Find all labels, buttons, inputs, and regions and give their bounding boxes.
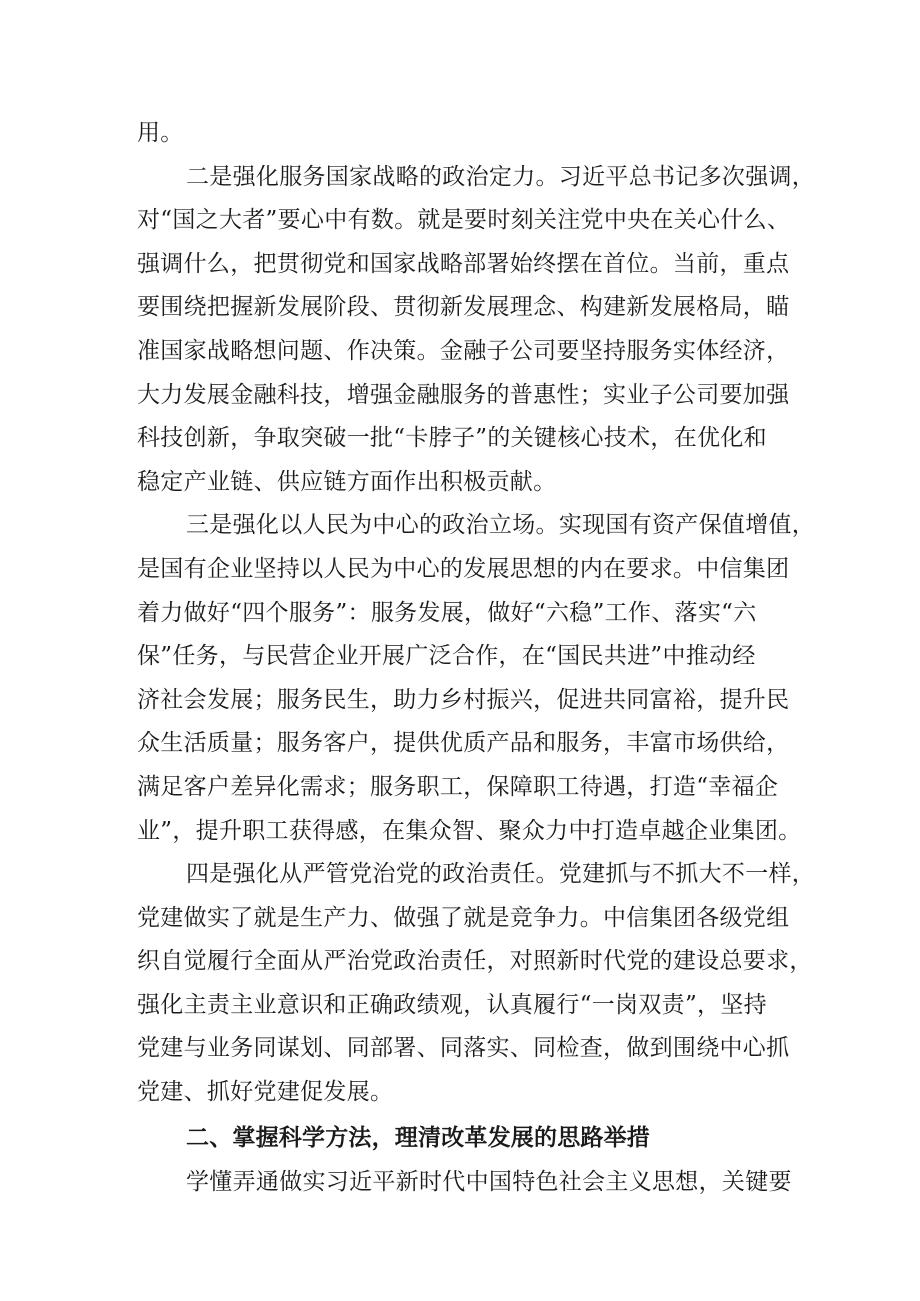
text-line: 织自觉履行全面从严治党政治责任，对照新时代党的建设总要求， <box>137 948 813 975</box>
text-line: 强化主责主业意识和正确政绩观，认真履行“一岗双责”，坚持 <box>137 991 767 1018</box>
section-heading: 二、掌握科学方法，理清改革发展的思路举措 <box>186 1124 650 1151</box>
text-line: 准国家战略想问题、作决策。金融子公司要坚持服务实体经济， <box>137 337 790 364</box>
text-line: 众生活质量；服务客户，提供优质产品和服务，丰富市场供给， <box>137 730 790 757</box>
text-line: 要围绕把握新发展阶段、贯彻新发展理念、构建新发展格局，瞄 <box>137 294 790 321</box>
text-line: 着力做好“四个服务”：服务发展，做好“六稳”工作、落实“六 <box>137 599 757 626</box>
text-line: 是国有企业坚持以人民为中心的发展思想的内在要求。中信集团 <box>137 555 790 582</box>
document-body <box>137 112 816 1204</box>
text-line: 科技创新，争取突破一批“卡脖子”的关键核心技术，在优化和 <box>137 425 767 452</box>
text-line: 业”，提升职工获得感，在集众智、聚众力中打造卓越企业集团。 <box>137 817 802 844</box>
text-line: 用。 <box>137 120 184 146</box>
text-line: 保”任务，与民营企业开展广泛合作，在“国民共进”中推动经 <box>137 643 756 670</box>
paragraph-start-line: 二是强化服务国家战略的政治定力。习近平总书记多次强调， <box>186 163 816 190</box>
text-line: 强调什么，把贯彻党和国家战略部署始终摆在首位。当前，重点 <box>137 250 790 277</box>
paragraph-start-line: 四是强化从严管党治党的政治责任。党建抓与不抓大不一样， <box>186 861 816 888</box>
text-line: 党建做实了就是生产力、做强了就是竞争力。中信集团各级党组 <box>137 904 790 931</box>
text-line: 大力发展金融科技，增强金融服务的普惠性；实业子公司要加强 <box>137 381 790 408</box>
text-line: 稳定产业链、供应链方面作出积极贡献。 <box>137 468 557 495</box>
text-line: 党建、抓好党建促发展。 <box>137 1079 394 1106</box>
text-line: 满足客户差异化需求；服务职工，保障职工待遇，打造“幸福企 <box>137 773 779 800</box>
text-line: 对“国之大者”要心中有数。就是要时刻关注党中央在关心什么、 <box>137 207 791 234</box>
text-line: 济社会发展；服务民生，助力乡村振兴，促进共同富裕，提升民 <box>137 686 790 713</box>
paragraph-start-line: 三是强化以人民为中心的政治立场。实现国有资产保值增值， <box>186 512 816 539</box>
paragraph-start-line: 学懂弄通做实习近平新时代中国特色社会主义思想，关键要 <box>186 1168 792 1195</box>
text-line: 党建与业务同谋划、同部署、同落实、同检查，做到围绕中心抓 <box>137 1035 790 1062</box>
